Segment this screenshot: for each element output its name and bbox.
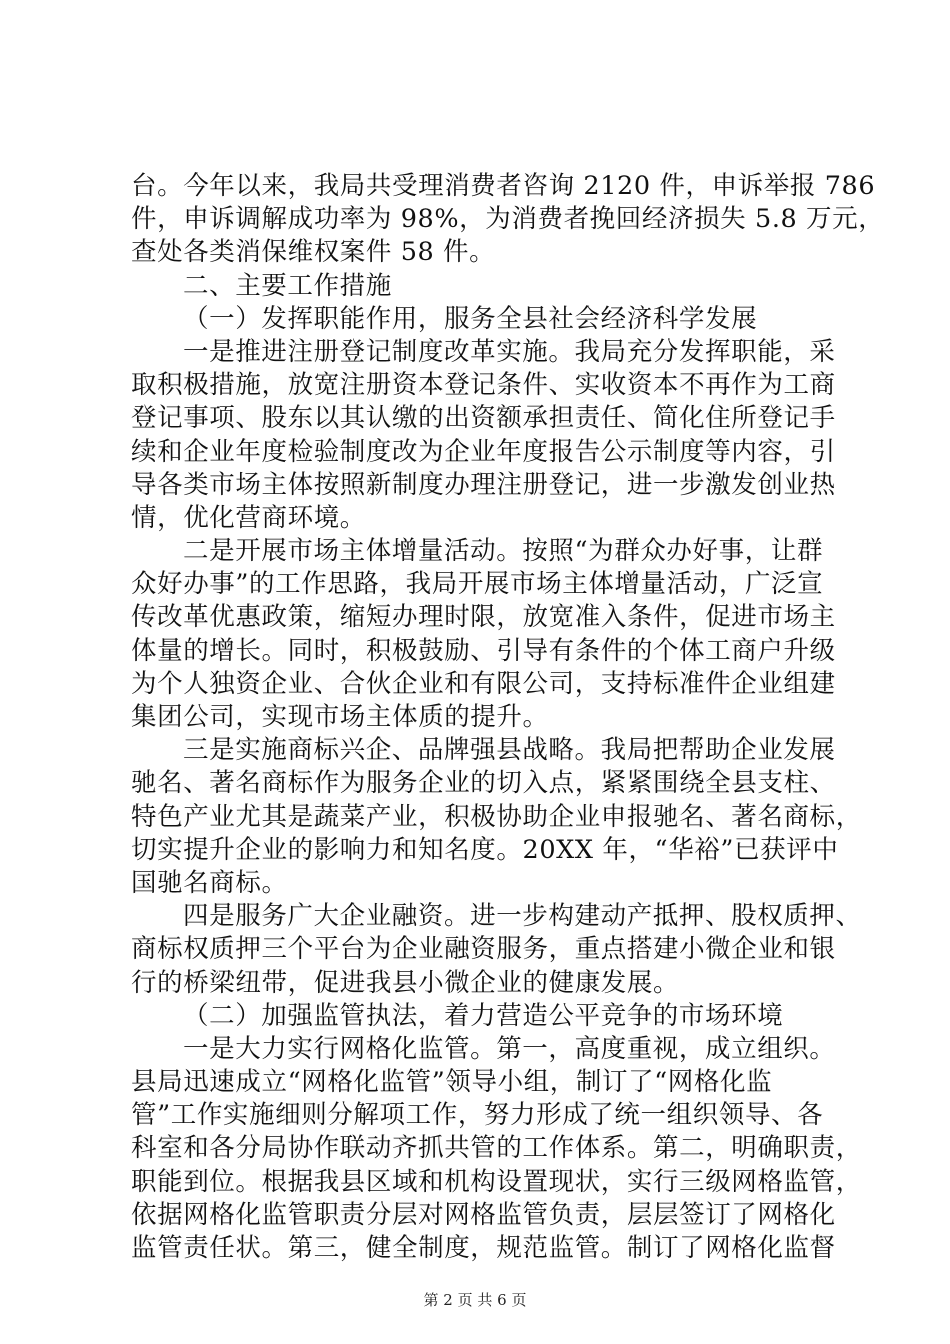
text-line: 一是推进注册登记制度改革实施。我局充分发挥职能，采 xyxy=(183,336,836,367)
text-line: 集团公司，实现市场主体质的提升。 xyxy=(131,702,549,732)
text-line: 驰名、著名商标作为服务企业的切入点，紧紧围绕全县支柱、 xyxy=(131,768,836,799)
text-line: 科室和各分局协作联动齐抓共管的工作体系。第二，明确职责， xyxy=(131,1133,862,1164)
text-line: 四是服务广大企业融资。进一步构建动产抵押、股权质押、 xyxy=(183,901,862,932)
text-line: 切实提升企业的影响力和知名度。20XX 年，“华裕”已获评中 xyxy=(131,834,839,865)
text-line: 众好办事”的工作思路，我局开展市场主体增量活动，广泛宣 xyxy=(131,569,824,600)
text-line: 商标权质押三个平台为企业融资服务，重点搭建小微企业和银 xyxy=(131,934,836,965)
text-line: 一是大力实行网格化监管。第一，高度重视，成立组织。 xyxy=(183,1033,836,1064)
page-footer: 第 2 页 共 6 页 xyxy=(423,1291,527,1309)
text-line: （二）加强监管执法，着力营造公平竞争的市场环境 xyxy=(183,1000,784,1031)
text-line: 传改革优惠政策，缩短办理时限，放宽准入条件，促进市场主 xyxy=(131,602,836,633)
text-line: 国驰名商标。 xyxy=(131,867,288,898)
text-line: 监管责任状。第三，健全制度，规范监管。制订了网格化监督 xyxy=(131,1233,836,1263)
text-line: 导各类市场主体按照新制度办理注册登记，进一步激发创业热 xyxy=(131,469,836,500)
text-line: 续和企业年度检验制度改为企业年度报告公示制度等内容，引 xyxy=(131,436,836,467)
document-body xyxy=(131,170,885,1265)
text-line: 三是实施商标兴企、品牌强县战略。我局把帮助企业发展 xyxy=(183,735,836,766)
text-line: 情，优化营商环境。 xyxy=(131,502,366,533)
text-line: 行的桥梁纽带，促进我县小微企业的健康发展。 xyxy=(131,967,680,998)
text-line: （一）发挥职能作用，服务全县社会经济科学发展 xyxy=(183,303,758,334)
text-line: 体量的增长。同时，积极鼓励、引导有条件的个体工商户升级 xyxy=(131,635,836,666)
text-line: 台。今年以来，我局共受理消费者咨询 2120 件，申诉举报 786 xyxy=(131,171,876,201)
text-line: 依据网格化监管职责分层对网格监管负责，层层签订了网格化 xyxy=(131,1199,836,1230)
text-line: 为个人独资企业、合伙企业和有限公司，支持标准件企业组建 xyxy=(131,668,836,699)
text-line: 二、主要工作措施 xyxy=(183,270,392,301)
text-line: 二是开展市场主体增量活动。按照“为群众办好事，让群 xyxy=(183,536,824,567)
text-line: 查处各类消保维权案件 58 件。 xyxy=(131,237,496,268)
text-line: 特色产业尤其是蔬菜产业，积极协助企业申报驰名、著名商标， xyxy=(131,801,862,832)
text-line: 职能到位。根据我县区域和机构设置现状，实行三级网格监管， xyxy=(131,1166,862,1197)
text-line: 登记事项、股东以其认缴的出资额承担责任、简化住所登记手 xyxy=(131,403,836,434)
text-line: 县局迅速成立“网格化监管”领导小组，制订了“网格化监 xyxy=(131,1067,773,1098)
text-line: 取积极措施，放宽注册资本登记条件、实收资本不再作为工商 xyxy=(131,370,836,401)
text-line: 件，申诉调解成功率为 98%，为消费者挽回经济损失 5.8 万元， xyxy=(131,204,885,235)
text-line: 管”工作实施细则分解项工作，努力形成了统一组织领导、各 xyxy=(131,1100,824,1131)
